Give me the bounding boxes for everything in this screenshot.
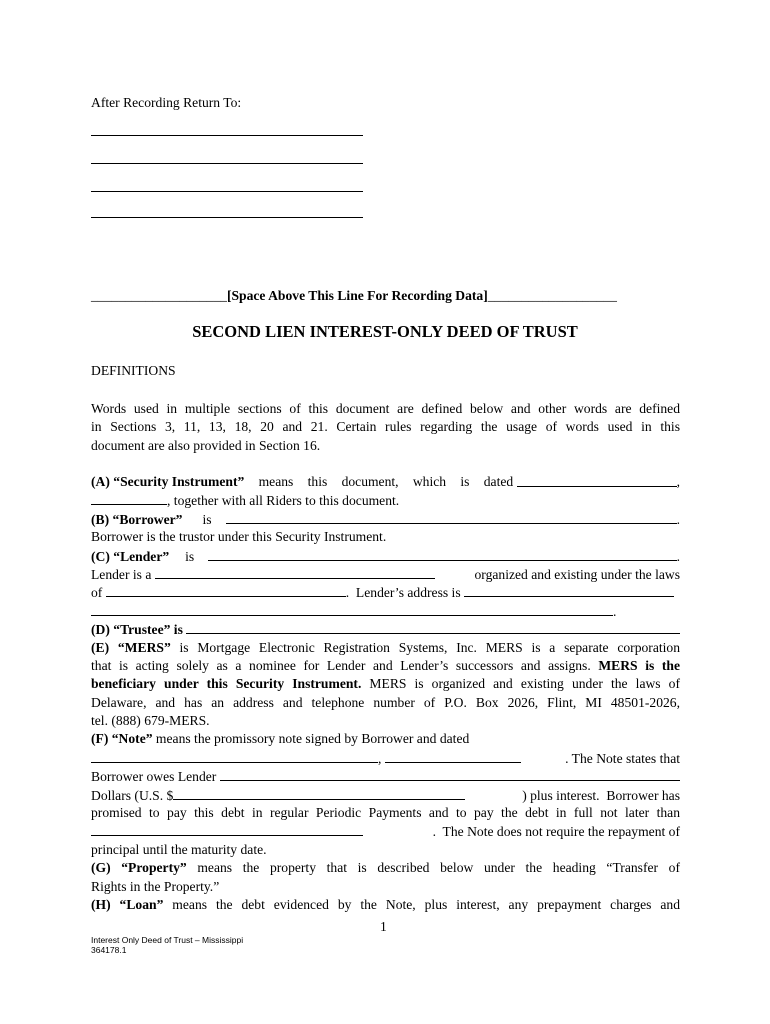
definition-g-line-2: Rights in the Property.” [91,878,220,894]
definition-f-dollars-label: Dollars (U.S. $ [91,787,174,803]
definition-g-text-1: means the property that is described below under the heading “Transfer of [186,860,680,876]
security-instrument-date-field[interactable] [517,473,677,487]
definition-f-text-4: ) plus interest. Borrower has [522,787,680,803]
definition-f-text-3: Borrower owes Lender [91,769,220,785]
definition-e-bold-3: beneficiary under this Security Instrument. [91,676,362,692]
definition-f-text-2: . The Note states that [565,750,680,766]
definition-e-label: (E) “MERS” [91,639,171,655]
definition-a-line-1 [91,473,680,491]
footer-form-number: 364178.1 [91,945,127,955]
return-address-line-1[interactable] [91,135,363,136]
definition-a-label: (A) “Security Instrument” [91,474,245,489]
definition-e-bold-2: MERS is the [598,657,680,673]
intro-line-1: Words used in multiple sections of this document are defined below and other words are defined [91,401,680,416]
definition-b-label: (B) “Borrower” [91,511,183,527]
return-address-line-2[interactable] [91,163,363,164]
definition-f-line-4 [91,786,680,804]
definition-h-text-1: means the debt evidenced by the Note, plus interest, any prepayment charges and [163,896,680,912]
definition-c-line-2 [91,565,680,583]
definitions-heading: DEFINITIONS [91,363,176,378]
definition-e-line-4: Delaware, and has an address and telephone number of P.O. Box 2026, Flint, MI 48501-2026, [91,694,680,710]
definition-b-line-1 [91,510,680,528]
lender-laws-prefix: of [91,585,106,601]
definition-f-comma: , [378,750,385,766]
recording-data-text: [Space Above This Line For Recording Data] [226,288,488,303]
definition-f-line-7: principal until the maturity date. [91,841,267,857]
definition-e-text-2: that is acting solely as a nominee for Lender and Lender’s successors and assigns. [91,657,599,673]
lender-jurisdiction-field[interactable] [106,583,346,597]
definition-e-line-5: tel. (888) 679-MERS. [91,713,210,729]
maturity-date-field[interactable] [91,822,363,836]
return-address-line-4[interactable] [91,217,363,218]
definition-b-period: . [676,511,680,527]
definition-f-text-6: . The Note does not require the repayment of [432,824,680,840]
intro-paragraph [91,400,680,455]
definition-e-line-1 [91,639,680,657]
lender-address-field[interactable] [464,583,674,597]
recording-line-right: ___________________ [487,288,617,303]
definition-a-text: means this document, which is dated [244,474,517,489]
definition-c-period-2: . [613,603,617,619]
definition-b-is: is [202,511,212,527]
lender-entity-type-field[interactable] [155,565,435,579]
definition-h-line-1 [91,896,680,914]
definition-h-label: (H) “Loan” [91,896,164,912]
definition-a-line-2 [91,491,680,509]
definition-c-line-4 [91,602,680,620]
lender-name-field[interactable] [208,547,676,561]
definition-e-line-2 [91,657,680,675]
recording-line-left: ____________________ [91,288,227,303]
intro-line-3: document are also provided in Section 16. [91,437,321,453]
borrower-name-field[interactable] [226,510,677,524]
definition-c-period: . [676,548,680,564]
lender-type-prefix: Lender is a [91,566,155,582]
note-date-field[interactable] [91,749,378,763]
definition-b-line-2: Borrower is the trustor under this Security Instrument. [91,529,387,545]
return-address-line-3[interactable] [91,191,363,192]
definition-f-label: (F) “Note” [91,731,153,747]
amount-numeric-field[interactable] [173,786,465,800]
lender-address-label: . Lender’s address is [345,585,465,601]
definition-f-line-2 [91,749,680,767]
recording-data-line [91,287,679,305]
lender-address-field-2[interactable] [91,602,613,616]
definition-c-line-1 [91,547,680,565]
amount-in-words-field[interactable] [220,767,680,781]
definition-d-label: (D) “Trustee” is [91,622,187,638]
definition-f-line-1 [91,730,680,748]
definition-c-is: is [185,548,195,564]
page-number: 1 [380,919,387,934]
definition-f-line-5: promised to pay this debt in regular Periodic Payments and to pay the debt in full not later than [91,805,680,821]
definition-g-line-1 [91,859,680,877]
definition-d-line [91,620,680,638]
definition-e-text-1: is Mortgage Electronic Registration Systems, Inc. MERS is a separate corporation [170,639,680,655]
definition-f-text-1: means the promissory note signed by Borrower and dated [152,731,470,747]
document-title: SECOND LIEN INTEREST-ONLY DEED OF TRUST [192,322,578,341]
return-to-label: After Recording Return To: [91,95,242,110]
definition-f-line-3 [91,767,680,785]
definition-g-label: (G) “Property” [91,860,187,876]
definition-c-line-3 [91,583,680,601]
page-footer [91,935,243,955]
footer-form-name: Interest Only Deed of Trust – Mississippi [91,935,244,945]
intro-line-2: in Sections 3, 11, 13, 18, 20 and 21. Certain rules regarding the usage of words used in this [91,419,680,435]
definition-a-text-2: , together with all Riders to this document. [167,493,400,509]
definition-a-comma: , [676,474,680,489]
lender-type-suffix: organized and existing under the laws [471,566,680,582]
definition-c-label: (C) “Lender” [91,548,170,564]
definition-e-text-3: MERS is organized and existing under the laws of [361,676,680,692]
definition-f-line-6 [91,822,680,840]
definition-e-line-3 [91,675,680,693]
trustee-name-field[interactable] [186,620,680,634]
note-year-field[interactable] [385,749,521,763]
definitions-list [91,473,680,914]
security-instrument-date-field-2[interactable] [91,491,167,505]
